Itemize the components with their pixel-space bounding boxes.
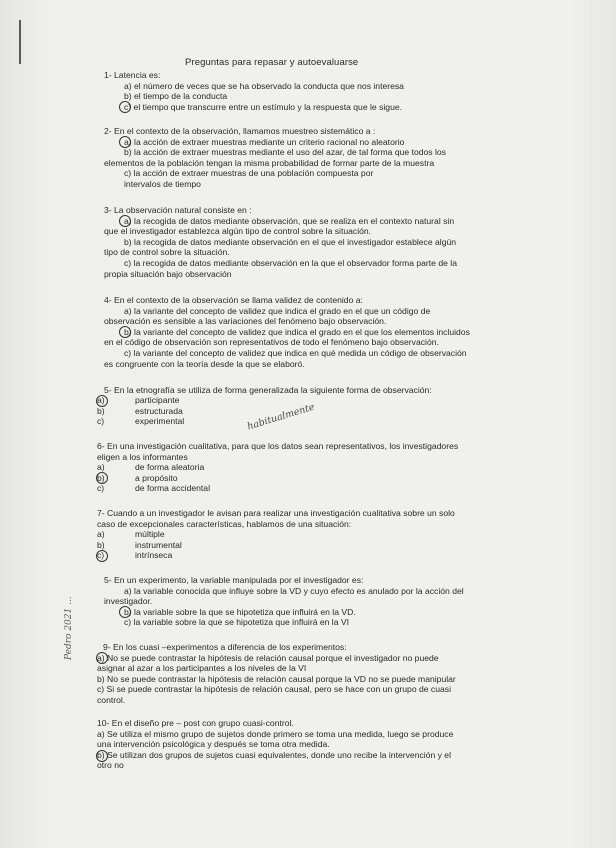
question-5 bbox=[104, 385, 432, 396]
page-edge-mark bbox=[19, 20, 21, 64]
question-5-option-a: participante bbox=[135, 395, 180, 405]
question-2 bbox=[104, 126, 446, 190]
question-10-option-a-cont: una intervención psicológica y después se toma otra medida. bbox=[97, 739, 330, 750]
question-6 bbox=[97, 441, 458, 494]
question-4-option-b-cont: en el código de observación son representativos de todo el fenómeno bajo observación. bbox=[104, 337, 439, 348]
answer-circle-q9 bbox=[96, 652, 108, 664]
question-3-option-b: b) la recogida de datos mediante observación en el que el investigador establece algún bbox=[124, 236, 457, 247]
question-9-stem: 9- En los cuasi –experimentos a diferencia de los experimentos: bbox=[103, 642, 347, 652]
question-4 bbox=[104, 295, 470, 369]
question-9-option-c: c) Si se puede contrastar la hipótesis de relación causal, pero se hace con un grupo de cuasi bbox=[97, 684, 451, 695]
question-6-letter-a: a) bbox=[97, 462, 105, 473]
question-7-stem-cont: caso de excepcionales características, hablamos de una situación: bbox=[97, 518, 352, 529]
question-9-option-b: b) No se puede contrastar la hipótesis de relación causal porque la VD no se puede manipular bbox=[97, 673, 456, 684]
question-4-option-a-cont: observación es sensible a las variaciones del fenómeno bajo observación. bbox=[104, 316, 387, 327]
question-7-stem: 7- Cuando a un investigador le avisan para realizar una investigación cualitativa sobre un solo bbox=[97, 508, 455, 518]
question-7-option-b: instrumental bbox=[135, 539, 182, 550]
handwritten-margin-note: Pedro 2021 ... bbox=[64, 596, 74, 660]
question-6-option-c: de forma accidental bbox=[135, 483, 210, 494]
answer-circle-q8 bbox=[119, 606, 131, 618]
question-8-stem: 5- En un experimento, la variable manipulada por el investigador es: bbox=[104, 575, 364, 585]
answer-circle-q4 bbox=[119, 326, 131, 338]
page-title: Preguntas para repasar y autoevaluarse bbox=[185, 57, 359, 68]
question-3-option-c-cont: propia situación bajo observación bbox=[104, 268, 232, 279]
question-4-option-b: b) la variante del concepto de validez que indica el grado en el que los elementos incluidos bbox=[124, 326, 470, 337]
question-1-stem: 1- Latencia es: bbox=[104, 70, 161, 80]
question-6-letter-b: b) bbox=[97, 472, 105, 483]
question-4-option-a: a) la variante del concepto de validez que indica el grado en el que un código de bbox=[124, 305, 431, 316]
question-5-stem: 5- En la etnografía se utiliza de forma generalizada la siguiente forma de observación: bbox=[104, 385, 432, 395]
question-2-option-b: b) la acción de extraer muestras mediante el uso del azar, de tal forma que todos los bbox=[124, 147, 446, 158]
question-3-option-a-cont: que el investigador establezca algún tipo de control sobre la situación. bbox=[104, 226, 372, 237]
question-5-letter-a: a) bbox=[97, 395, 105, 405]
question-9-option-c-cont: control. bbox=[97, 694, 126, 705]
question-6-stem: 6- En una investigación cualitativa, para que los datos sean representativos, los investigadores bbox=[97, 441, 459, 451]
question-5-letter-c: c) bbox=[97, 416, 105, 427]
answer-circle-q6 bbox=[96, 472, 108, 484]
question-7 bbox=[97, 508, 455, 561]
question-5-option-b: estructurada bbox=[135, 405, 183, 416]
question-7-letter-b: b) bbox=[97, 539, 105, 550]
question-5-option-c: experimental bbox=[135, 416, 185, 427]
question-8-option-a-cont: investigador. bbox=[104, 596, 153, 607]
question-10 bbox=[97, 718, 453, 771]
question-4-option-c: c) la variante del concepto de validez que indica en qué medida un código de observación bbox=[124, 347, 467, 358]
question-2-option-c-cont: intervalos de tiempo bbox=[124, 178, 201, 189]
question-1-option-c: c) el tiempo que transcurre entre un estímulo y la respuesta que le sigue. bbox=[124, 101, 403, 112]
question-7-letter-a: a) bbox=[97, 529, 105, 540]
question-1-option-b: b) el tiempo de la conducta bbox=[124, 91, 228, 102]
question-9-option-a-cont: asignar al azar a los participantes a los niveles de la VI bbox=[97, 663, 307, 674]
handwritten-note: habitualmente bbox=[246, 401, 316, 433]
question-8-option-b: b) la variable sobre la que se hipotetiza que influirá en la VD. bbox=[124, 606, 356, 617]
question-8 bbox=[104, 575, 464, 628]
question-4-stem: 4- En el contexto de la observación se llama validez de contenido a: bbox=[104, 295, 363, 305]
question-2-stem: 2- En el contexto de la observación, llamamos muestreo sistemático a : bbox=[104, 126, 376, 136]
question-5-letter-b: b) bbox=[97, 405, 105, 416]
question-8-option-c: c) la variable sobre la que se hipotetiza que influirá en la VI bbox=[124, 617, 350, 628]
question-2-option-a: a) la acción de extraer muestras mediante un criterio racional no aleatorio bbox=[124, 136, 405, 147]
question-9-option-a: a) No se puede contrastar la hipótesis de relación causal porque el investigador no puede bbox=[97, 652, 439, 663]
question-3 bbox=[104, 205, 457, 279]
answer-circle-q5 bbox=[96, 395, 108, 407]
question-7-option-c: intrínseca bbox=[135, 550, 173, 561]
answer-circle-q1 bbox=[119, 101, 131, 113]
answer-circle-q2 bbox=[119, 136, 131, 148]
question-9 bbox=[97, 642, 456, 706]
answer-circle-q3 bbox=[119, 215, 131, 227]
question-8-option-a: a) la variable conocida que influye sobre la VD y cuyo efecto es anulado por la acción del bbox=[124, 585, 464, 596]
question-6-option-a: de forma aleatoria bbox=[135, 462, 205, 473]
question-10-option-b-cont: otro no bbox=[97, 760, 124, 771]
question-4-option-c-cont: es congruente con la teoría desde la que se elaboró. bbox=[104, 358, 305, 369]
question-6-stem-cont: eligen a los informantes bbox=[97, 451, 188, 462]
question-1-option-a: a) el número de veces que se ha observado la conducta que nos interesa bbox=[124, 80, 404, 91]
question-3-stem: 3- La observación natural consiste en : bbox=[104, 205, 252, 215]
question-2-option-c: c) la acción de extraer muestras de una población compuesta por bbox=[124, 168, 374, 179]
question-10-option-a: a) Se utiliza el mismo grupo de sujetos donde primero se toma una medida, luego se produce bbox=[97, 728, 454, 739]
question-7-option-a: múltiple bbox=[135, 529, 165, 540]
question-3-option-b-cont: tipo de control sobre la situación. bbox=[104, 247, 230, 258]
question-3-option-a: a) la recogida de datos mediante observación, que se realiza en el contexto natural sin bbox=[124, 215, 455, 226]
answer-circle-q10 bbox=[96, 750, 108, 762]
question-5-options bbox=[97, 395, 184, 427]
question-6-option-b: a propósito bbox=[135, 472, 178, 483]
question-7-letter-c: c) bbox=[97, 550, 105, 561]
question-2-option-b-cont: elementos de la población tengan la misma probabilidad de formar parte de la muestra bbox=[104, 157, 435, 168]
question-1 bbox=[104, 70, 404, 112]
question-10-stem: 10- En el diseño pre – post con grupo cuasi-control. bbox=[97, 718, 294, 728]
question-10-option-b: b) Se utilizan dos grupos de sujetos cuasi equivalentes, donde uno recibe la intervención y el bbox=[97, 749, 451, 760]
question-3-option-c: c) la recogida de datos mediante observación en la que el observador forma parte de la bbox=[124, 257, 457, 268]
answer-circle-q7 bbox=[96, 550, 108, 562]
question-6-letter-c: c) bbox=[97, 483, 105, 494]
